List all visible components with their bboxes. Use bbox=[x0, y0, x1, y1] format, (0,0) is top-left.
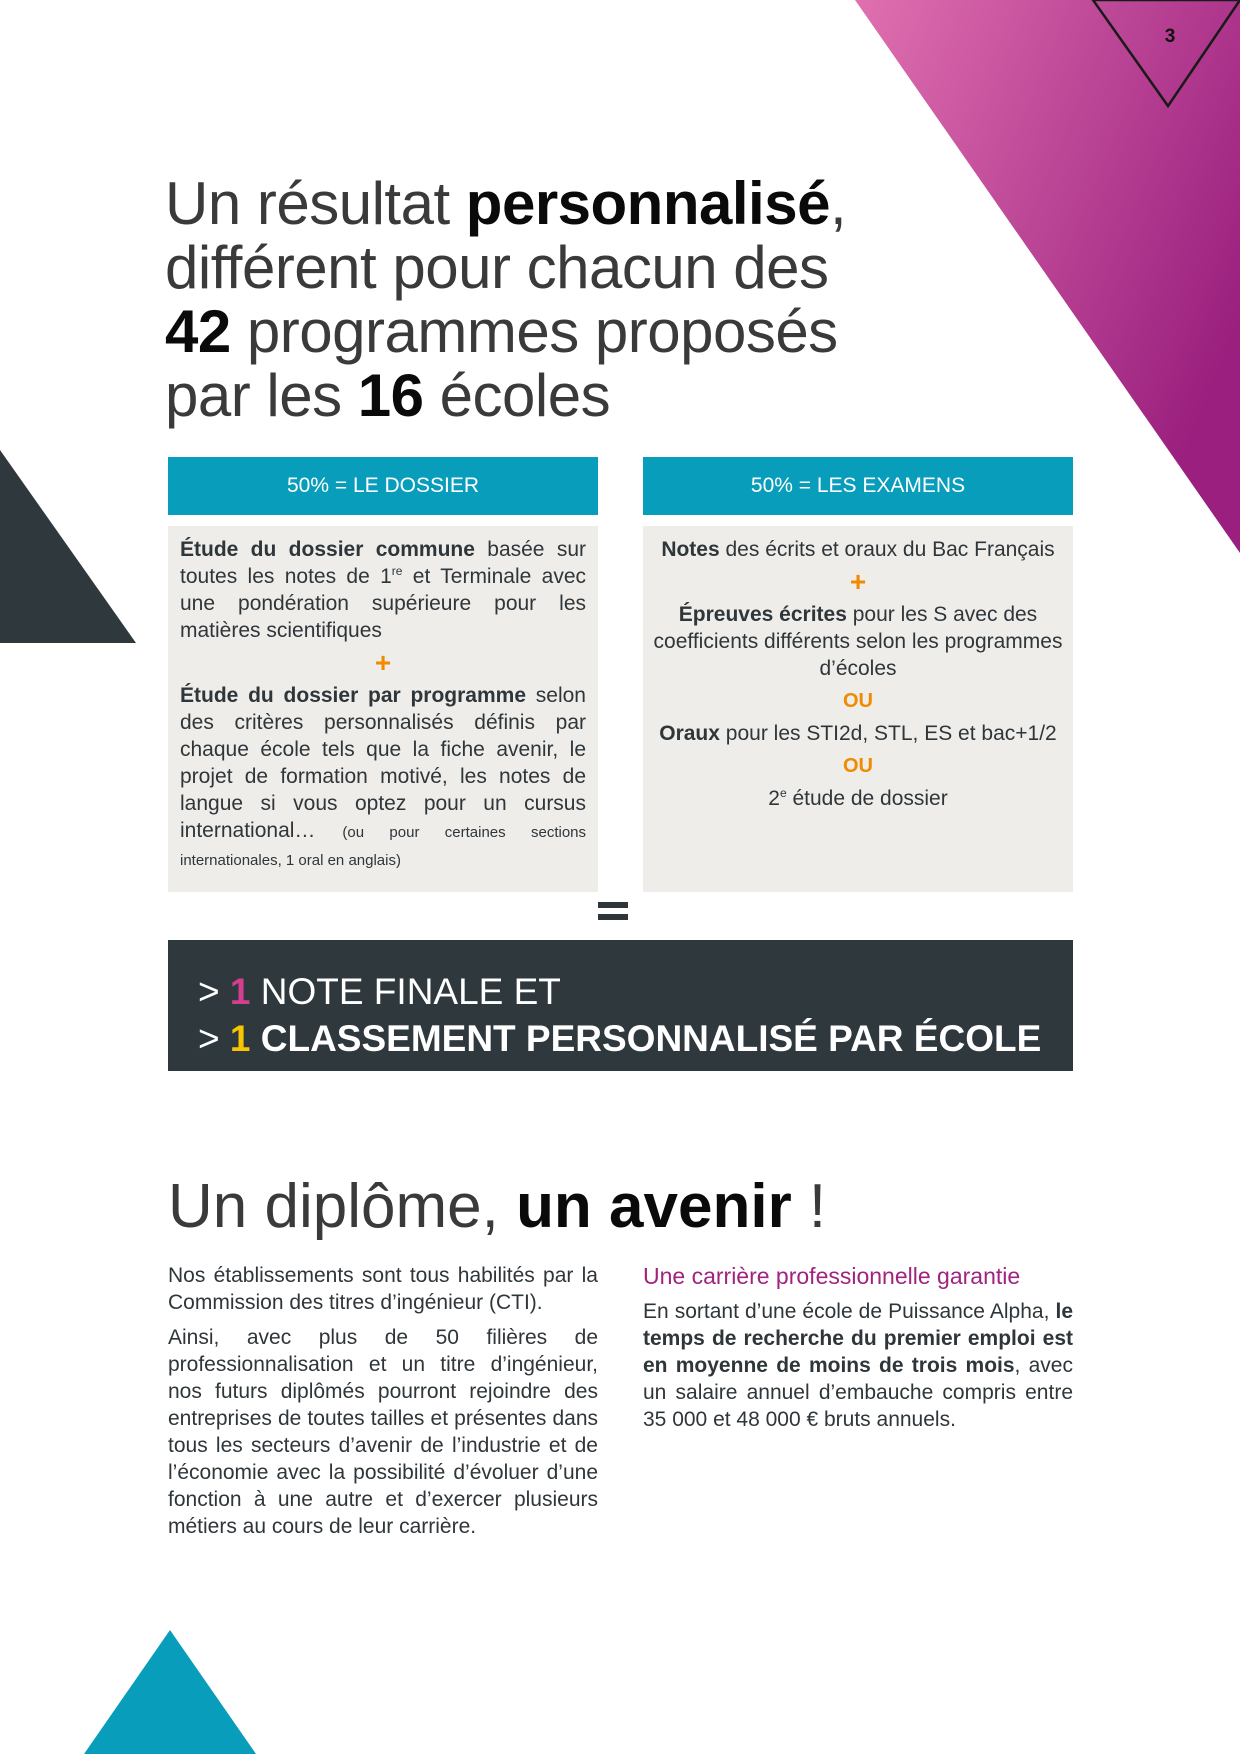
right-text-column bbox=[643, 1262, 1073, 1441]
dossier-paragraph-2: Étude du dossier par programme selon des critères personnalisés définis par chaque école tels que la fiche avenir, le projet de formation motivé, les notes de langue si vous optez pour un cursus international… (ou pour certaines sections internationales, 1 oral en anglais) bbox=[180, 684, 586, 869]
result-box bbox=[168, 940, 1073, 1071]
examens-line-dossier: 2e étude de dossier bbox=[768, 786, 948, 810]
result-line-2: > 1 CLASSEMENT PERSONNALISÉ PAR ÉCOLE bbox=[198, 1018, 1042, 1059]
examens-header: 50% = LES EXAMENS bbox=[643, 457, 1073, 515]
page-number: 3 bbox=[1164, 26, 1176, 47]
page-title: Un résultat personnalisé, différent pour chacun des 42 programmes proposés par les 16 écoles bbox=[165, 170, 847, 429]
career-paragraph: En sortant d’une école de Puissance Alpha, le temps de recherche du premier emploi est en moyenne de moins de trois mois, avec un salaire annuel d’embauche compris entre 35 000 et 48 000 € bruts annuels. bbox=[643, 1300, 1073, 1431]
equals-icon bbox=[598, 902, 628, 926]
dossier-paragraph-1: Étude du dossier commune basée sur toutes les notes de 1re et Terminale avec une pondération supérieure pour les matières scientifiques bbox=[180, 538, 586, 642]
examens-box bbox=[643, 526, 1073, 892]
examens-line-notes: Notes des écrits et oraux du Bac Français bbox=[661, 538, 1055, 561]
examens-line-oraux: Oraux pour les STI2d, STL, ES et bac+1/2 bbox=[659, 722, 1057, 745]
teal-triangle-shape bbox=[84, 1630, 256, 1754]
ou-separator: OU bbox=[843, 755, 873, 777]
dossier-box bbox=[168, 526, 598, 892]
filieres-paragraph: Ainsi, avec plus de 50 filières de professionnalisation et un titre d’ingénieur, nos futurs diplômés pourront rejoindre des entreprises de toutes tailles et présentes dans tous les secteurs d’avenir de l’industrie et de l’économie avec la possibilité d’évoluer d’une fonction à une autre et d’exercer plusieurs métiers au cours de leur carrière. bbox=[168, 1326, 598, 1538]
ou-separator: OU bbox=[843, 690, 873, 712]
section-title: Un diplôme, un avenir ! bbox=[168, 1172, 827, 1241]
dossier-header: 50% = LE DOSSIER bbox=[168, 457, 598, 515]
career-subheading: Une carrière professionnelle garantie bbox=[643, 1263, 1021, 1289]
left-text-column bbox=[168, 1262, 598, 1548]
cti-paragraph: Nos établissements sont tous habilités par la Commission des titres d’ingénieur (CTI). bbox=[168, 1264, 598, 1314]
plus-icon: + bbox=[849, 566, 867, 597]
dark-triangle-shape bbox=[0, 450, 136, 643]
result-line-1: > 1 NOTE FINALE ET bbox=[198, 971, 561, 1012]
plus-icon: + bbox=[374, 647, 392, 678]
examens-line-epreuves: Épreuves écrites pour les S avec des coefficients différents selon les programmes d’écoles bbox=[653, 603, 1063, 680]
